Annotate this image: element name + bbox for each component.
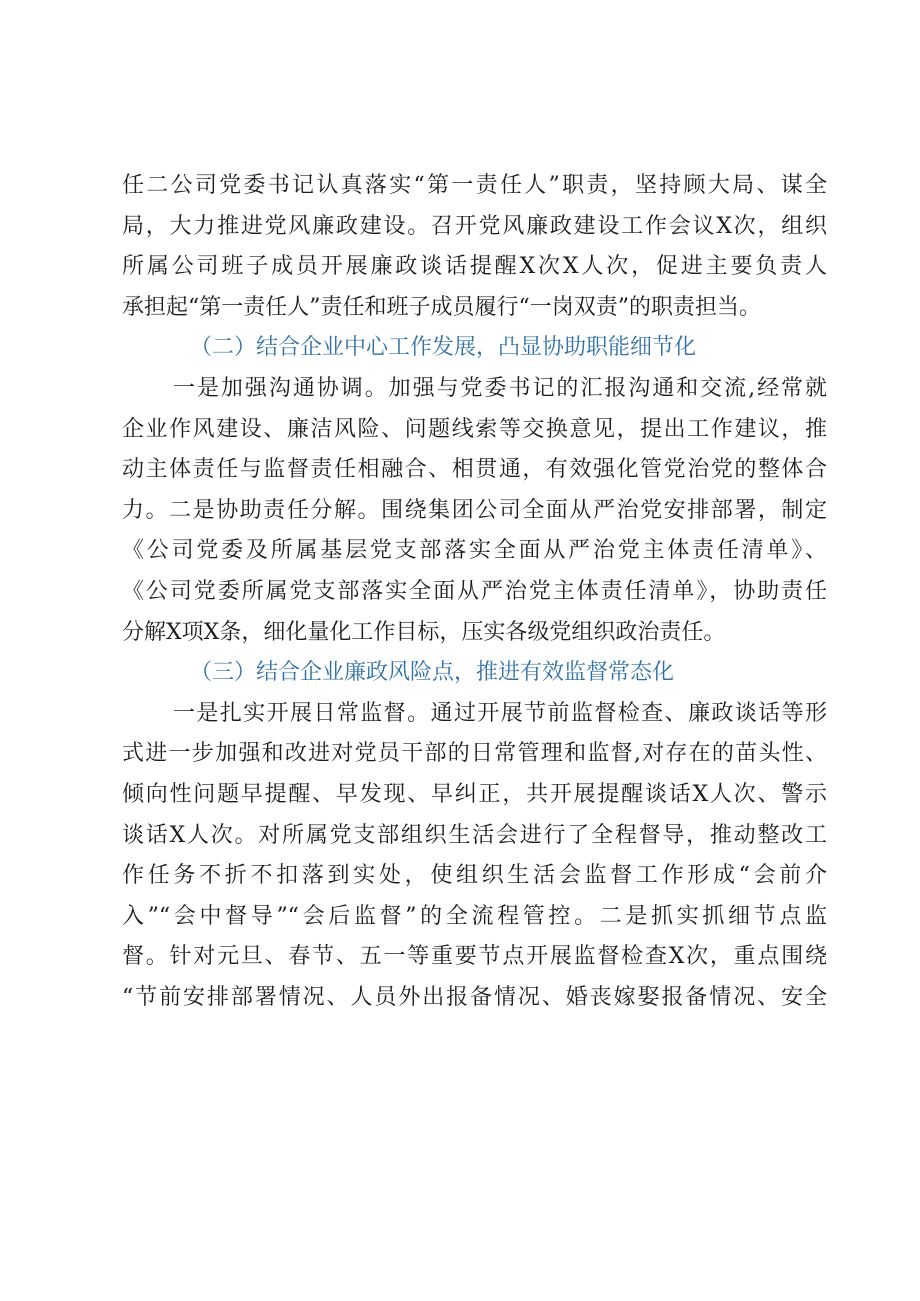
text-line: 力。二是协助责任分解。围绕集团公司全面从严治党安排部署，制定 <box>122 497 827 523</box>
document-body <box>122 166 827 1018</box>
text-line: 谈话X人次。对所属党支部组织生活会进行了全程督导，推动整改工 <box>122 822 827 848</box>
text-line: 局，大力推进党风廉政建设。召开党风廉政建设工作会议X次，组织 <box>122 213 827 239</box>
section-heading-2: （二）结合企业中心工作发展，凸显协助职能细节化 <box>190 335 697 361</box>
text-line: 一是加强沟通协调。加强与党委书记的汇报沟通和交流,经常就 <box>173 375 827 401</box>
text-line: 《公司党委及所属基层党支部落实全面从严治党主体责任清单》、 <box>122 538 827 564</box>
section-heading-3: （三）结合企业廉政风险点，推进有效监督常态化 <box>190 660 675 686</box>
text-line: 倾向性问题早提醒、早发现、早纠正，共开展提醒谈话X人次、警示 <box>122 781 827 807</box>
text-line: 任二公司党委书记认真落实“第一责任人”职责，坚持顾大局、谋全 <box>122 173 827 198</box>
text-line: 作任务不折不扣落到实处，使组织生活会监督工作形成“会前介 <box>122 863 827 889</box>
text-line: 督。针对元旦、春节、五一等重要节点开展监督检查X次，重点围绕 <box>122 944 827 970</box>
paragraph-3 <box>122 694 827 1019</box>
text-line: 《公司党委所属党支部落实全面从严治党主体责任清单》，协助责任 <box>122 578 827 604</box>
text-line: 分解X项X条，细化量化工作目标，压实各级党组织政治责任。 <box>122 619 726 645</box>
paragraph-1 <box>122 166 827 328</box>
text-line: 企业作风建设、廉洁风险、问题线索等交换意见，提出工作建议，推 <box>122 416 827 442</box>
text-line: 动主体责任与监督责任相融合、相贯通，有效强化管党治党的整体合 <box>122 457 827 483</box>
text-line: “节前安排部署情况、人员外出报备情况、婚丧嫁娶报备情况、安全 <box>122 984 827 1010</box>
text-line: 所属公司班子成员开展廉政谈话提醒X次X人次，促进主要负责人 <box>122 254 827 280</box>
text-line: 一是扎实开展日常监督。通过开展节前监督检查、廉政谈话等形 <box>173 700 827 726</box>
text-line: 承担起“第一责任人”责任和班子成员履行“一岗双责”的职责担当。 <box>122 294 761 320</box>
paragraph-2 <box>122 369 827 653</box>
text-line: 入”“会中督导”“会后监督”的全流程管控。二是抓实抓细节点监 <box>122 903 827 929</box>
text-line: 式进一步加强和改进对党员干部的日常管理和监督,对存在的苗头性、 <box>122 741 827 767</box>
